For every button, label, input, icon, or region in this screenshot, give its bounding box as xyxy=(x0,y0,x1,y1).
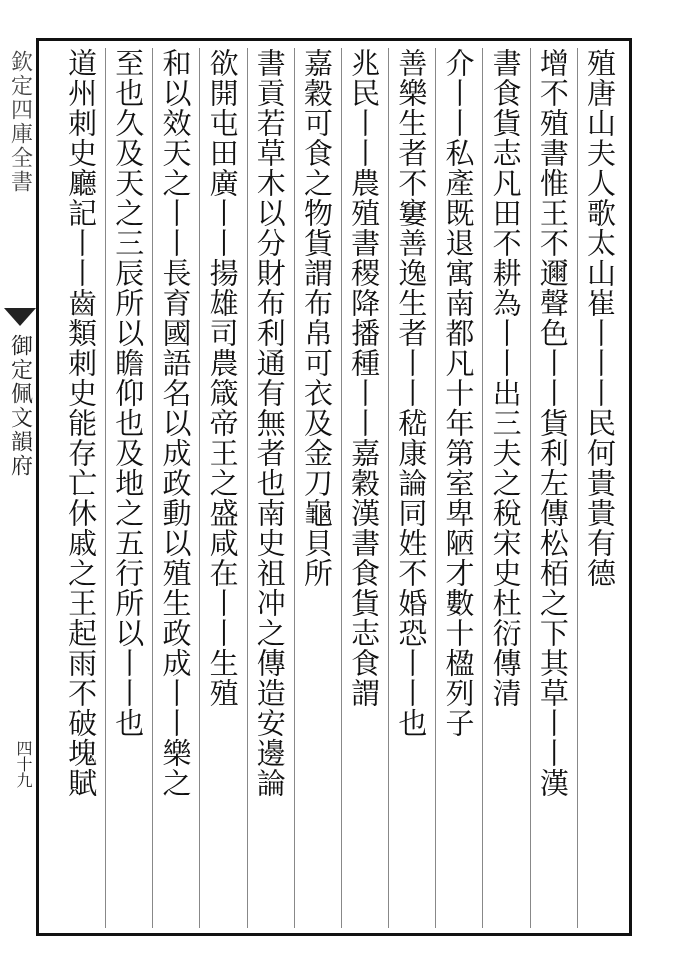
text-column: 增不殖書惟王不邇聲色丨丨貨利左傳松栢之下其草丨丨漢 xyxy=(530,48,577,928)
margin-header: 欽定四庫全書 xyxy=(7,50,33,194)
text-column: 至也久及天之三辰所以瞻仰也及地之五行所以丨丨也 xyxy=(105,48,152,928)
page-margin xyxy=(0,40,40,940)
text-column: 嘉穀可食之物貨謂布帛可衣及金刀龜貝所 xyxy=(294,48,341,928)
text-column: 欲開屯田廣丨丨揚雄司農箴帝王之盛咸在丨丨生殖 xyxy=(199,48,246,928)
fishtail-mark-icon xyxy=(4,308,36,326)
text-column: 道州刺史廳記丨丨齒類刺史能存亡休戚之王起雨不破塊賦 xyxy=(64,48,99,798)
book-title: 御定佩文韻府 xyxy=(7,334,33,478)
text-column: 書貢若草木以分財布利通有無者也南史祖冲之傳造安邊論 xyxy=(247,48,294,928)
text-column: 書食貨志凡田不耕為丨丨出三夫之稅宋史杜衍傳清 xyxy=(482,48,529,928)
text-column: 兆民丨丨農殖書稷降播種丨丨嘉穀漢書食貨志食謂 xyxy=(341,48,388,928)
text-column: 和以效天之丨丨長育國語名以成政動以殖生政成丨丨樂之 xyxy=(152,48,199,928)
page-number: 四十九 xyxy=(14,740,33,788)
text-columns xyxy=(58,48,624,928)
text-column: 殖唐山夫人歌太山崔丨丨丨民何貴貴有德 xyxy=(577,48,624,928)
text-column: 善樂生者不窶善逸生者丨丨嵇康論同姓不婚恐丨丨也 xyxy=(388,48,435,928)
text-column: 介丨丨私產既退寓南都凡十年第室卑陋才數十楹列子 xyxy=(435,48,482,928)
